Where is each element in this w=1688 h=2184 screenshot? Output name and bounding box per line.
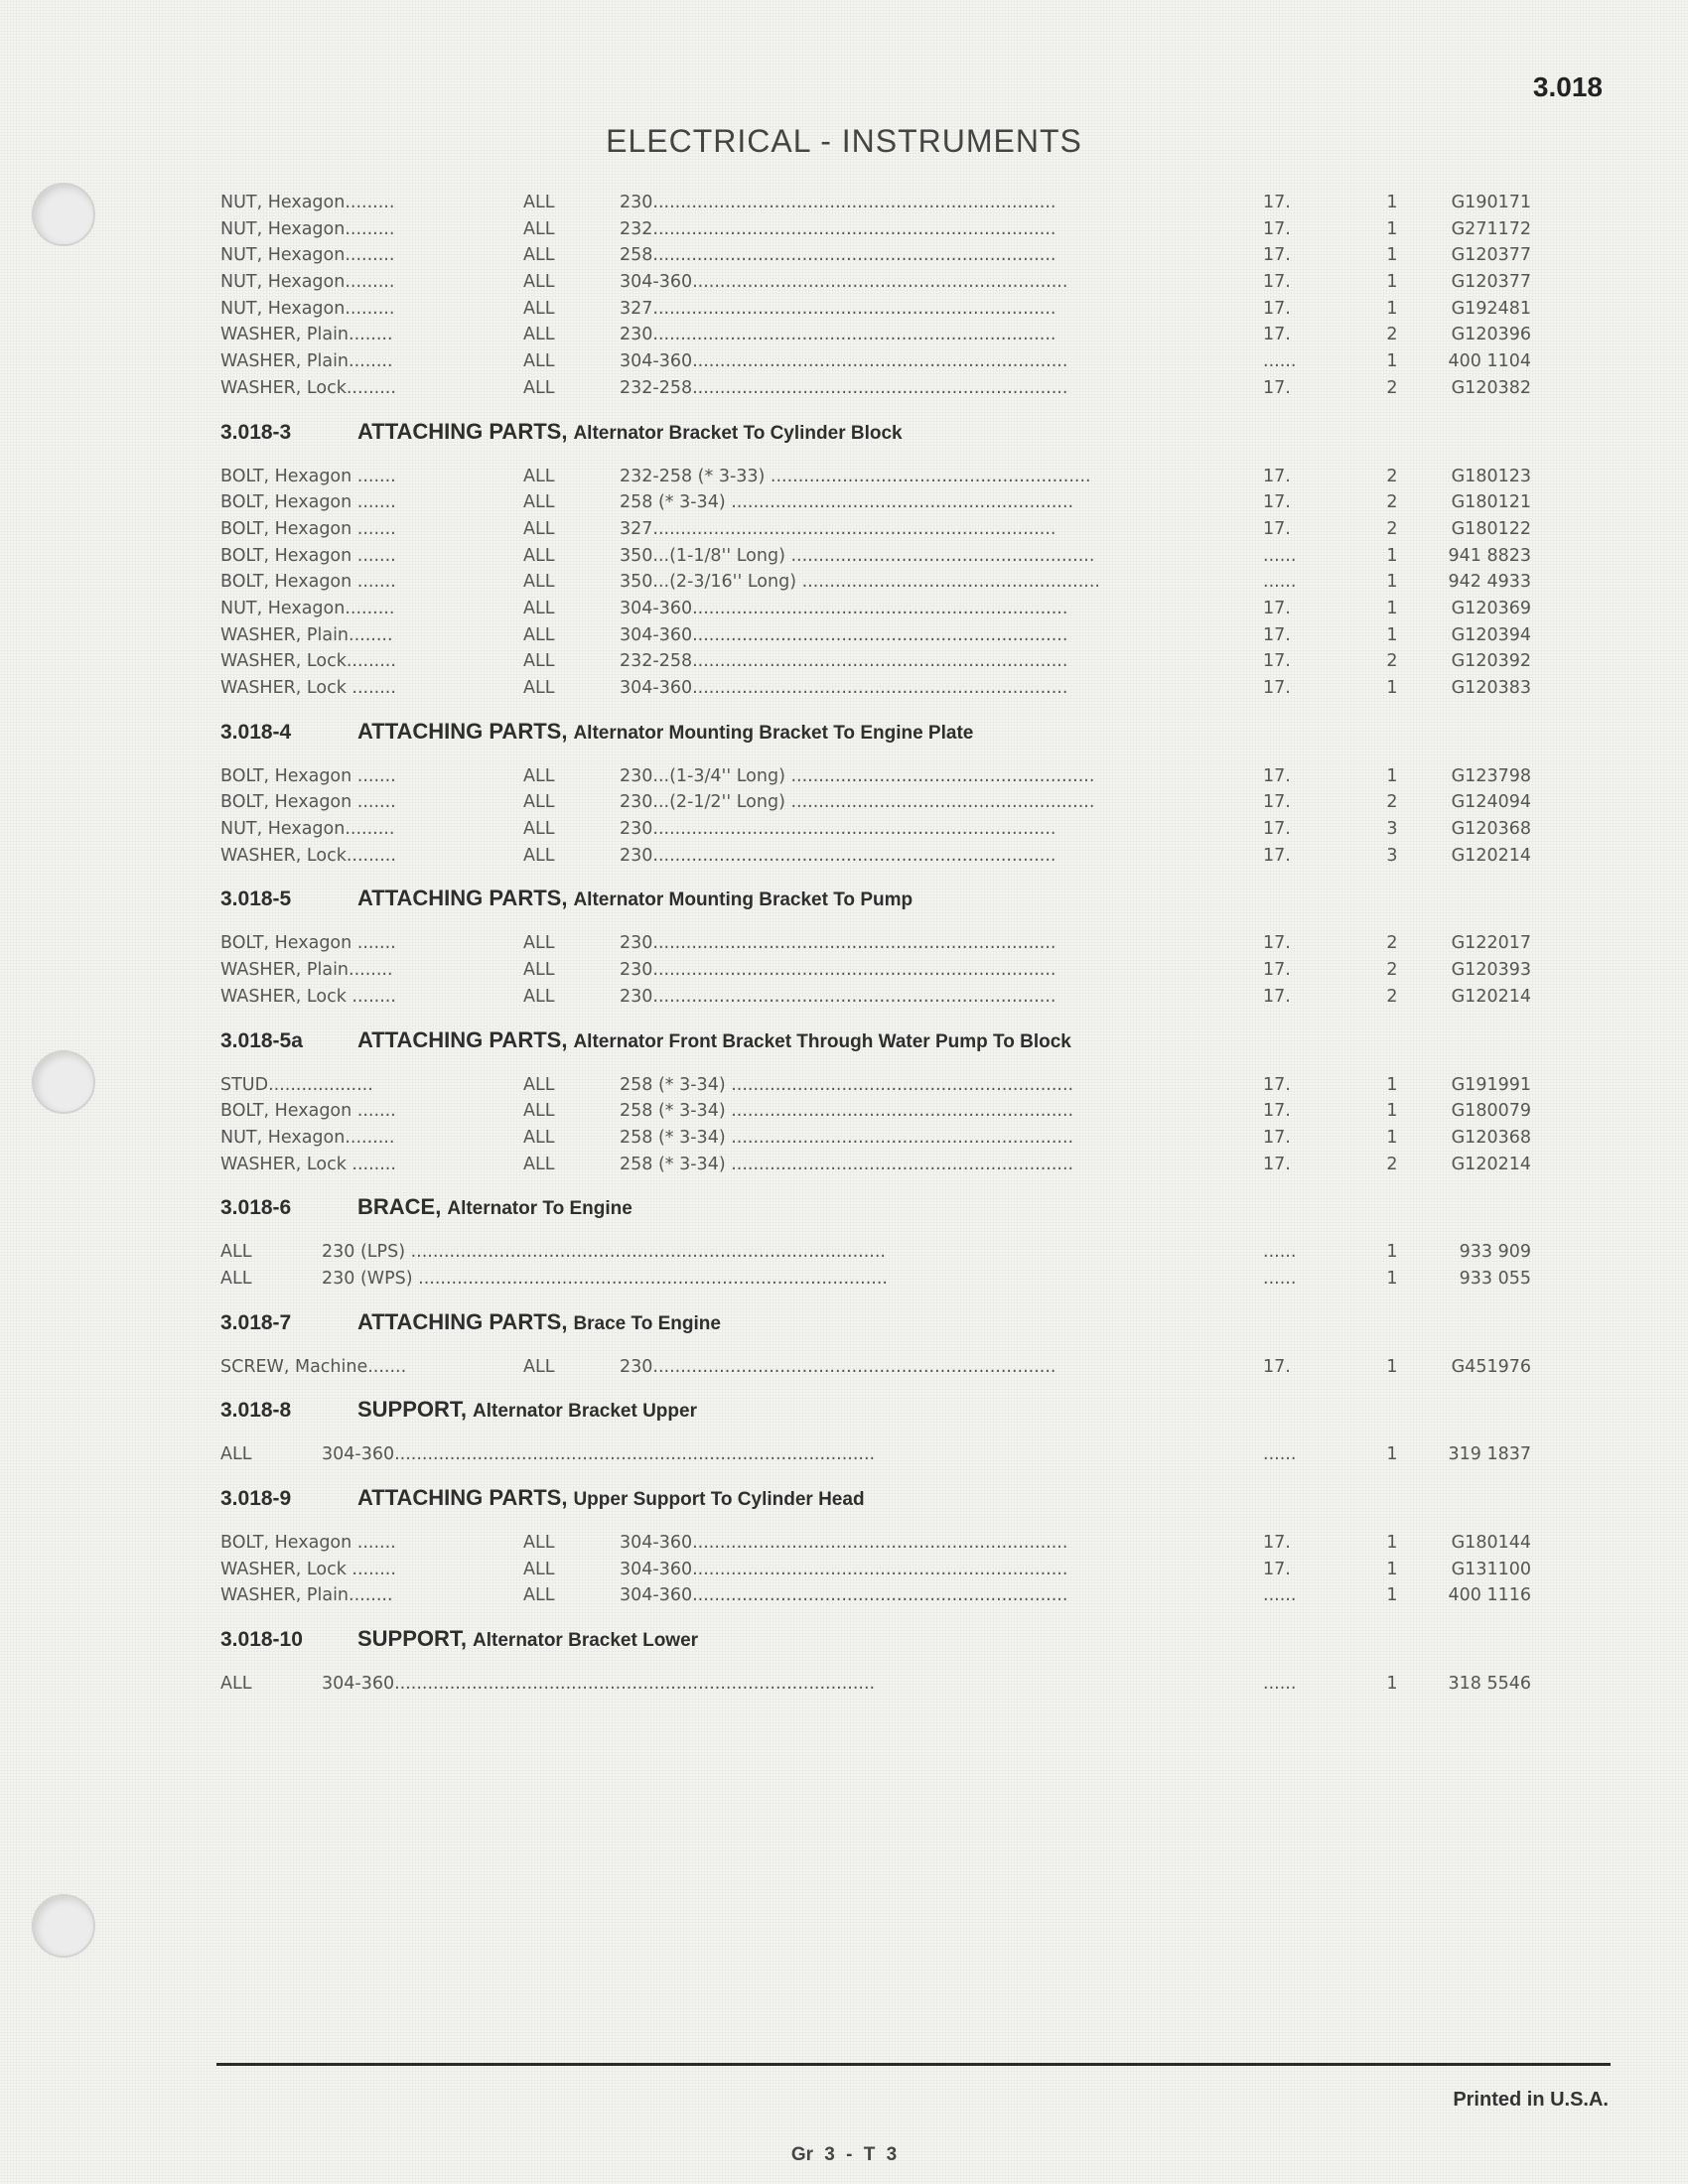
application: 350...(1-1/8'' Long) ....................................................... [620,545,1095,566]
application: 230......................................................................... [620,845,1056,866]
part-number: G180144 [1451,1533,1531,1553]
part-row [220,1101,1541,1128]
part-name: WASHER, Plain........ [220,325,393,345]
part-row [220,1075,1541,1102]
part-row [220,1155,1541,1181]
section-name: ATTACHING PARTS, [357,1026,568,1052]
model: ALL [523,218,555,239]
application: 327......................................................................... [620,298,1056,319]
part-number: 400 1104 [1448,351,1531,372]
application: 230......................................................................... [620,1356,1056,1377]
model: ALL [523,545,555,566]
model: ALL [523,1533,555,1553]
part-row [220,546,1541,573]
group-number: 17. [1263,1356,1291,1377]
group-number: 17. [1263,765,1291,786]
quantity: 2 [1386,933,1398,954]
quantity: 2 [1386,466,1398,486]
part-number: 318 5546 [1448,1674,1531,1695]
group-number: ...... [1263,351,1297,372]
part-name: WASHER, Lock......... [220,651,396,672]
group-number: ...... [1263,1585,1297,1606]
group-number: 17. [1263,325,1291,345]
model: ALL [523,1154,555,1174]
part-row [220,299,1541,326]
model: ALL [523,1559,555,1579]
part-row [220,272,1541,299]
part-number: 933 909 [1459,1242,1531,1263]
quantity: 1 [1386,624,1398,645]
part-number: G180122 [1451,518,1531,539]
part-number: G124094 [1451,792,1531,813]
part-number: 319 1837 [1448,1444,1531,1465]
quantity: 2 [1386,325,1398,345]
part-number: G120392 [1451,651,1531,672]
part-name: BOLT, Hexagon ....... [220,1101,396,1122]
part-name: BOLT, Hexagon ....... [220,792,396,813]
part-name: NUT, Hexagon......... [220,218,395,239]
part-row [220,519,1541,546]
part-name: BOLT, Hexagon ....... [220,572,396,593]
quantity: 1 [1386,572,1398,593]
application: 232-258 (* 3-33) .......................................................... [620,466,1091,486]
part-name: WASHER, Lock ........ [220,1559,396,1579]
part-name: NUT, Hexagon......... [220,819,395,840]
application: 258 (* 3-34) .............................................................. [620,1074,1074,1095]
application: 304-360....................................................................................... [322,1444,876,1465]
part-row [220,1269,1541,1296]
section-name: ATTACHING PARTS, [357,886,568,911]
application: 304-360.................................................................... [620,624,1068,645]
section-code: 3.018-8 [220,1399,292,1423]
section-name: SUPPORT, [357,1397,468,1423]
section-name: ATTACHING PARTS, [357,1485,568,1510]
quantity: 1 [1386,1533,1398,1553]
part-name: WASHER, Lock ........ [220,986,396,1007]
part-number: G180121 [1451,492,1531,513]
section-description: Alternator Bracket Upper [473,1401,697,1423]
group-number: 17. [1263,1154,1291,1174]
quantity: 1 [1386,193,1398,212]
group-number: 17. [1263,466,1291,486]
model: ALL [523,933,555,954]
quantity: 3 [1386,845,1398,866]
part-number: 400 1116 [1448,1585,1531,1606]
part-number: G191991 [1451,1074,1531,1095]
quantity: 1 [1386,218,1398,239]
group-number: 17. [1263,624,1291,645]
part-name: NUT, Hexagon......... [220,272,395,293]
quantity: 2 [1386,651,1398,672]
section-description: Upper Support To Cylinder Head [573,1489,865,1510]
application: 258......................................................................... [620,245,1056,266]
section-heading [220,886,1541,923]
part-name: BOLT, Hexagon ....... [220,1533,396,1553]
part-row [220,245,1541,272]
section-heading [220,419,1541,457]
part-row [220,987,1541,1014]
group-number: 17. [1263,245,1291,266]
section-name: ATTACHING PARTS, [357,418,568,444]
binder-hole-middle [32,1050,95,1114]
model: ALL [523,351,555,372]
application: 230......................................................................... [620,193,1056,212]
quantity: 1 [1386,245,1398,266]
part-row [220,819,1541,846]
part-row [220,960,1541,987]
application: 304-360.................................................................... [620,1585,1068,1606]
group-number: 17. [1263,272,1291,293]
application: 258 (* 3-34) .............................................................. [620,1127,1074,1148]
part-name: WASHER, Plain........ [220,351,393,372]
application: 230......................................................................... [620,325,1056,345]
page-number: 3.018 [1532,71,1603,102]
part-number: G131100 [1451,1559,1531,1579]
part-number: G180123 [1451,466,1531,486]
part-row [220,599,1541,625]
part-number: G120214 [1451,1154,1531,1174]
group-number: 17. [1263,651,1291,672]
part-row [220,1585,1541,1612]
part-name: WASHER, Lock......... [220,845,396,866]
part-name: WASHER, Plain........ [220,960,393,981]
part-number: G120393 [1451,960,1531,981]
model: ALL [523,1101,555,1122]
group-number: ...... [1263,1268,1297,1289]
part-name: WASHER, Plain........ [220,1585,393,1606]
part-row [220,378,1541,405]
part-name: NUT, Hexagon......... [220,245,395,266]
part-row [220,1242,1541,1269]
model: ALL [523,492,555,513]
application: 230 (WPS) ..................................................................................... [322,1268,888,1289]
footer-divider [216,2063,1611,2066]
application: 258 (* 3-34) .............................................................. [620,1154,1074,1174]
section-description: Alternator Front Bracket Through Water Pump To Block [573,1030,1071,1052]
quantity: 1 [1386,351,1398,372]
part-row [220,766,1541,793]
section-code: 3.018-3 [220,420,292,444]
part-number: 942 4933 [1448,572,1531,593]
part-number: G120214 [1451,845,1531,866]
group-reference: Gr 3 - T 3 [790,2144,898,2165]
part-row [220,467,1541,493]
section-description: Brace To Engine [573,1312,721,1334]
section-name: ATTACHING PARTS, [357,1308,568,1334]
printed-in-usa: Printed in U.S.A. [1453,2089,1609,2111]
part-name: SCREW, Machine....... [220,1356,407,1377]
application: 232-258.................................................................... [620,651,1068,672]
part-row [220,846,1541,873]
model: ALL [523,765,555,786]
model: ALL [523,1074,555,1095]
part-row [220,625,1541,652]
section-code: 3.018-5a [220,1028,303,1052]
model: ALL [523,466,555,486]
quantity: 1 [1386,598,1398,618]
quantity: 2 [1386,1154,1398,1174]
group-number: ...... [1263,1444,1297,1465]
part-number: G120383 [1451,678,1531,698]
section-code: 3.018-6 [220,1196,292,1220]
section-heading [220,1626,1541,1664]
section-heading [220,1309,1541,1347]
application: 304-360.................................................................... [620,1533,1068,1553]
quantity: 1 [1386,272,1398,293]
part-number: G190171 [1451,193,1531,212]
group-number: ...... [1263,1674,1297,1695]
model: ALL [523,1585,555,1606]
application: 232......................................................................... [620,218,1056,239]
part-row [220,219,1541,246]
part-row [220,933,1541,960]
part-row [220,1674,1541,1701]
quantity: 3 [1386,819,1398,840]
part-row [220,1560,1541,1586]
quantity: 2 [1386,518,1398,539]
part-row [220,351,1541,378]
part-number: G120377 [1451,245,1531,266]
application: 350...(2-3/16'' Long) ...................................................... [620,572,1100,593]
quantity: 1 [1386,1242,1398,1263]
model: ALL [523,598,555,618]
group-number: 17. [1263,193,1291,212]
part-name: WASHER, Plain........ [220,624,393,645]
part-name: NUT, Hexagon......... [220,1127,395,1148]
group-number: 17. [1263,1074,1291,1095]
group-number: 17. [1263,1101,1291,1122]
part-name: BOLT, Hexagon ....... [220,933,396,954]
quantity: 2 [1386,492,1398,513]
section-code: 3.018-5 [220,887,292,911]
application: 230......................................................................... [620,819,1056,840]
model: ALL [523,1127,555,1148]
section-heading [220,1485,1541,1523]
part-number: G271172 [1451,218,1531,239]
application: 304-360....................................................................................... [322,1674,876,1695]
group-number: 17. [1263,960,1291,981]
group-number: 17. [1263,986,1291,1007]
group-number: 17. [1263,492,1291,513]
model: ALL [523,651,555,672]
part-name: BOLT, Hexagon ....... [220,492,396,513]
model: ALL [523,572,555,593]
application: 327......................................................................... [620,518,1056,539]
application: 230 (LPS) ...................................................................................... [322,1242,886,1263]
group-number: ...... [1263,545,1297,566]
group-number: 17. [1263,678,1291,698]
part-name: BOLT, Hexagon ....... [220,518,396,539]
model: ALL [523,960,555,981]
part-row [220,792,1541,819]
part-name: BOLT, Hexagon ....... [220,765,396,786]
quantity: 1 [1386,545,1398,566]
model: ALL [523,193,555,212]
part-name: WASHER, Lock ........ [220,1154,396,1174]
section-name: BRACE, [357,1194,442,1220]
part-number: G120369 [1451,598,1531,618]
part-number: 941 8823 [1448,545,1531,566]
application: 304-360.................................................................... [620,351,1068,372]
part-number: G120368 [1451,1127,1531,1148]
part-name: NUT, Hexagon......... [220,598,395,618]
part-row [220,1533,1541,1560]
parts-list [220,193,1541,1701]
part-number: G120382 [1451,377,1531,398]
section-description: Alternator Bracket Lower [473,1630,699,1652]
section-description: Alternator Mounting Bracket To Pump [573,889,914,911]
quantity: 1 [1386,1101,1398,1122]
part-number: G120368 [1451,819,1531,840]
section-code: 3.018-7 [220,1310,292,1334]
application: 258 (* 3-34) .............................................................. [620,1101,1074,1122]
group-number: 17. [1263,377,1291,398]
section-heading [220,1397,1541,1434]
page-title: ELECTRICAL - INSTRUMENTS [606,123,1082,159]
part-number: G120394 [1451,624,1531,645]
part-name: WASHER, Lock......... [220,377,396,398]
group-number: 17. [1263,792,1291,813]
quantity: 1 [1386,765,1398,786]
section-code: 3.018-9 [220,1487,292,1510]
group-number: 17. [1263,845,1291,866]
group-number: 17. [1263,1533,1291,1553]
part-number: G120214 [1451,986,1531,1007]
application: 230......................................................................... [620,960,1056,981]
application: 304-360.................................................................... [620,598,1068,618]
part-number: G192481 [1451,298,1531,319]
application: 230...(2-1/2'' Long) ....................................................... [620,792,1095,813]
quantity: 1 [1386,678,1398,698]
model: ALL [523,272,555,293]
part-row [220,1444,1541,1471]
quantity: 1 [1386,1356,1398,1377]
model: ALL [523,845,555,866]
model: ALL [523,792,555,813]
group-number: 17. [1263,518,1291,539]
part-name: STUD................... [220,1074,373,1095]
model: ALL [220,1674,252,1695]
quantity: 1 [1386,1674,1398,1695]
quantity: 2 [1386,986,1398,1007]
group-number: 17. [1263,1127,1291,1148]
part-number: G122017 [1451,933,1531,954]
part-number: G120377 [1451,272,1531,293]
section-heading [220,1027,1541,1065]
model: ALL [523,325,555,345]
model: ALL [523,624,555,645]
model: ALL [523,518,555,539]
quantity: 2 [1386,792,1398,813]
binder-hole-top [32,183,95,246]
quantity: 1 [1386,1585,1398,1606]
group-number: 17. [1263,598,1291,618]
quantity: 1 [1386,1074,1398,1095]
part-number: G120396 [1451,325,1531,345]
part-row [220,492,1541,519]
model: ALL [220,1268,252,1289]
group-number: ...... [1263,572,1297,593]
application: 230......................................................................... [620,933,1056,954]
binder-hole-bottom [32,1894,95,1958]
group-number: 17. [1263,1559,1291,1579]
application: 304-360.................................................................... [620,272,1068,293]
part-row [220,1357,1541,1384]
group-number: 17. [1263,218,1291,239]
section-heading [220,1194,1541,1232]
application: 232-258.................................................................... [620,377,1068,398]
part-number: G180079 [1451,1101,1531,1122]
application: 230...(1-3/4'' Long) ....................................................... [620,765,1095,786]
application: 304-360.................................................................... [620,678,1068,698]
part-row [220,325,1541,351]
quantity: 1 [1386,298,1398,319]
quantity: 1 [1386,1444,1398,1465]
model: ALL [523,986,555,1007]
part-name: BOLT, Hexagon ....... [220,466,396,486]
part-name: NUT, Hexagon......... [220,193,395,212]
section-description: Alternator Mounting Bracket To Engine Plate [573,722,974,744]
section-name: SUPPORT, [357,1626,468,1652]
model: ALL [523,245,555,266]
part-row [220,193,1541,219]
quantity: 1 [1386,1127,1398,1148]
section-code: 3.018-4 [220,720,292,744]
quantity: 2 [1386,377,1398,398]
model: ALL [523,678,555,698]
part-row [220,651,1541,678]
part-row [220,572,1541,599]
quantity: 1 [1386,1268,1398,1289]
quantity: 2 [1386,960,1398,981]
part-number: G123798 [1451,765,1531,786]
model: ALL [220,1242,252,1263]
part-name: NUT, Hexagon......... [220,298,395,319]
part-number: G451976 [1451,1356,1531,1377]
section-heading [220,719,1541,756]
group-number: 17. [1263,819,1291,840]
model: ALL [523,298,555,319]
section-name: ATTACHING PARTS, [357,718,568,744]
part-name: BOLT, Hexagon ....... [220,545,396,566]
application: 304-360.................................................................... [620,1559,1068,1579]
section-description: Alternator Bracket To Cylinder Block [573,422,903,444]
model: ALL [523,819,555,840]
model: ALL [220,1444,252,1465]
quantity: 1 [1386,1559,1398,1579]
part-row [220,678,1541,705]
group-number: 17. [1263,933,1291,954]
section-description: Alternator To Engine [447,1198,633,1220]
application: 230......................................................................... [620,986,1056,1007]
group-number: ...... [1263,1242,1297,1263]
model: ALL [523,1356,555,1377]
application: 258 (* 3-34) .............................................................. [620,492,1074,513]
group-number: 17. [1263,298,1291,319]
section-code: 3.018-10 [220,1628,303,1652]
part-number: 933 055 [1459,1268,1531,1289]
model: ALL [523,377,555,398]
part-name: WASHER, Lock ........ [220,678,396,698]
part-row [220,1128,1541,1155]
